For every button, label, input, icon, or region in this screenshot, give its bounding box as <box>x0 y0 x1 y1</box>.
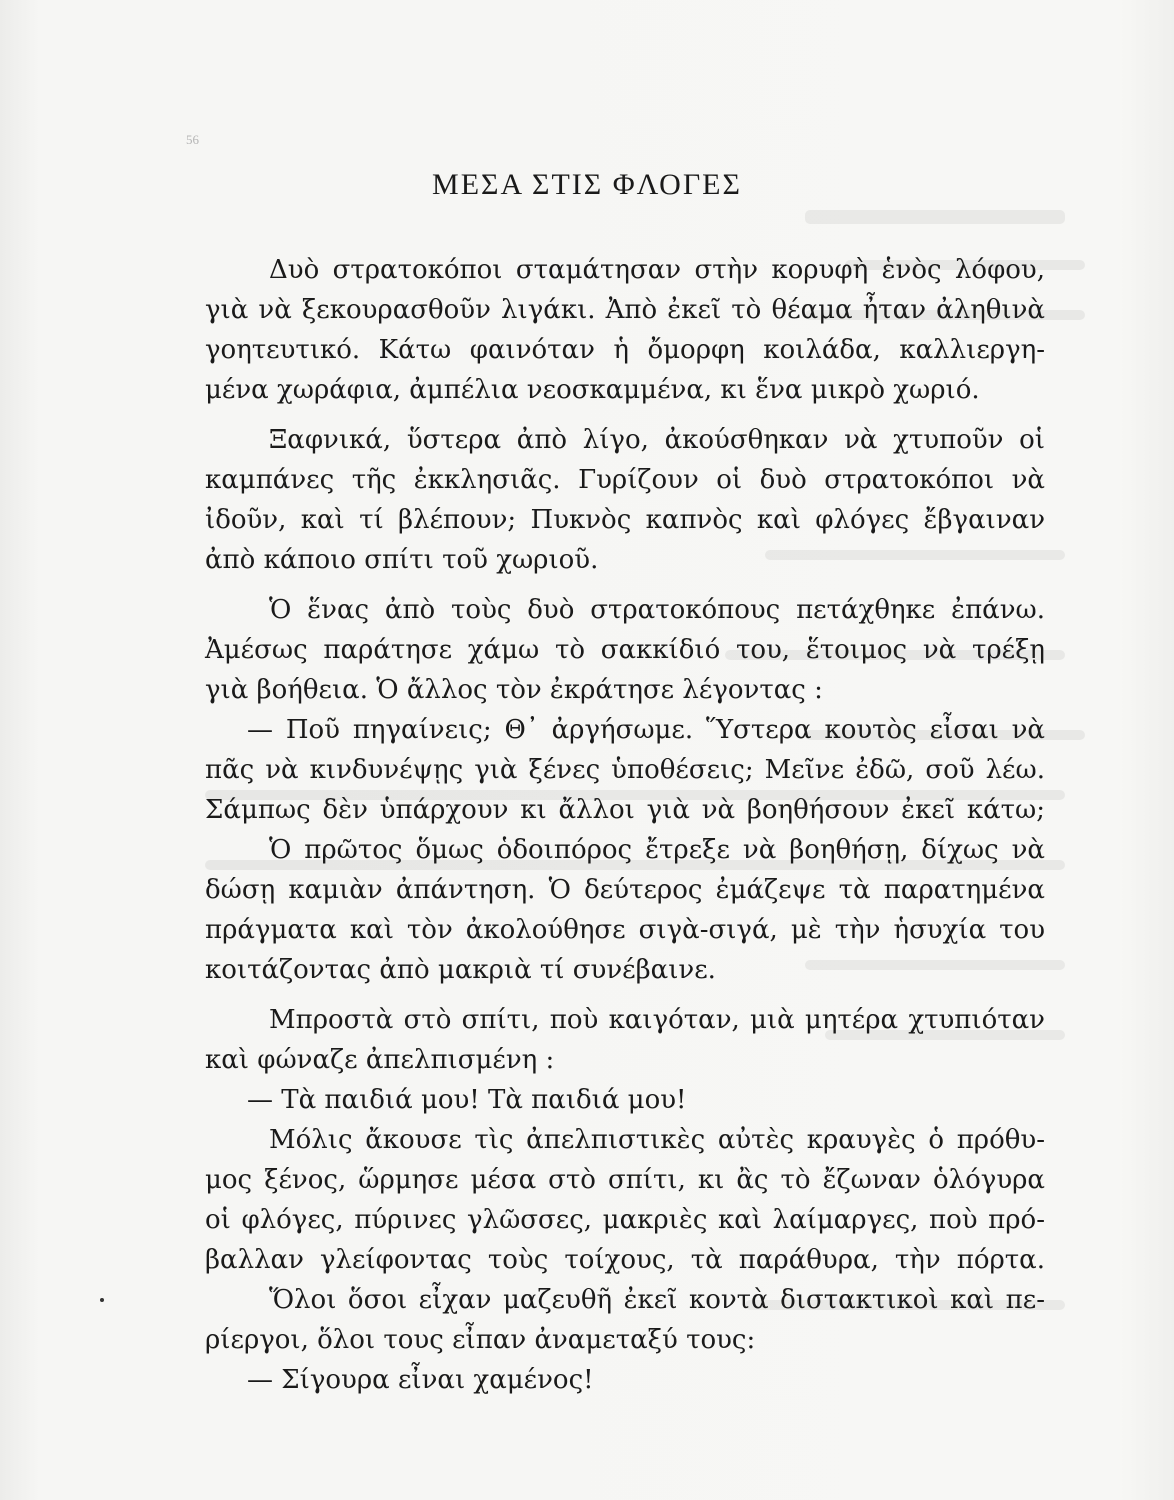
page-number: 56 <box>186 132 199 147</box>
text-line: Ὁ πρῶτος ὅμως ὁδοιπόρος ἔτρεξε νὰ βοηθήσῃ, δίχως νὰ <box>269 835 1045 865</box>
body-text <box>205 250 1045 1400</box>
text-line: καὶ φώναζε ἀπελπισμένη : <box>205 1045 555 1075</box>
text-line: ἀπὸ κάποιο σπίτι τοῦ χωριοῦ. <box>205 545 599 575</box>
chapter-title: ΜΕΣΑ ΣΤΙΣ ΦΛΟΓΕΣ <box>432 168 742 201</box>
text-line: — Σίγουρα εἶναι χαμένος! <box>247 1365 594 1395</box>
ink-speck <box>100 1298 104 1302</box>
text-line: Ξαφνικά, ὕστερα ἀπὸ λίγο, ἀκούσθηκαν νὰ χτυποῦν οἱ <box>269 425 1045 455</box>
text-line: γιὰ βοήθεια. Ὁ ἄλλος τὸν ἐκράτησε λέγοντας : <box>205 675 823 705</box>
text-line: — Τὰ παιδιά μου! Τὰ παιδιά μου! <box>247 1085 687 1115</box>
text-line: οἱ φλόγες, πύρινες γλῶσσες, μακριὲς καὶ λαίμαργες, ποὺ πρό- <box>205 1205 1045 1235</box>
text-line: βαλλαν γλείφοντας τοὺς τοίχους, τὰ παράθυρα, τὴν πόρτα. <box>205 1245 1045 1275</box>
text-line: — Ποῦ πηγαίνεις; Θ᾽ ἀργήσωμε. Ὕστερα κουτὸς εἶσαι νὰ <box>247 715 1045 745</box>
text-line: Ἀμέσως παράτησε χάμω τὸ σακκίδιό του, ἕτοιμος νὰ τρέξῃ <box>205 635 1045 665</box>
text-line: Δυὸ στρατοκόποι σταμάτησαν στὴν κορυφὴ ἑνὸς λόφου, <box>269 255 1045 285</box>
text-line: Μόλις ἄκουσε τὶς ἀπελπιστικὲς αὐτὲς κραυγὲς ὁ πρόθυ- <box>269 1125 1045 1155</box>
text-line: καμπάνες τῆς ἐκκλησιᾶς. Γυρίζουν οἱ δυὸ στρατοκόποι νὰ <box>205 465 1045 495</box>
text-line: πράγματα καὶ τὸν ἀκολούθησε σιγὰ-σιγά, μὲ τὴν ἡσυχία του <box>205 915 1045 945</box>
text-line: κοιτάζοντας ἀπὸ μακριὰ τί συνέβαινε. <box>205 955 716 985</box>
text-line: Σάμπως δὲν ὑπάρχουν κι ἄλλοι γιὰ νὰ βοηθήσουν ἐκεῖ κάτω; <box>205 795 1045 825</box>
text-line: μος ξένος, ὥρμησε μέσα στὸ σπίτι, κι ἂς τὸ ἔζωναν ὁλόγυρα <box>205 1165 1045 1195</box>
text-line: πᾶς νὰ κινδυνέψῃς γιὰ ξένες ὑποθέσεις; Μεῖνε ἐδῶ, σοῦ λέω. <box>205 755 1045 785</box>
text-line: μένα χωράφια, ἀμπέλια νεοσκαμμένα, κι ἕνα μικρὸ χωριό. <box>205 375 980 405</box>
text-line: Μπροστὰ στὸ σπίτι, ποὺ καιγόταν, μιὰ μητέρα χτυπιόταν <box>269 1005 1045 1035</box>
text-line: Ὁ ἕνας ἀπὸ τοὺς δυὸ στρατοκόπους πετάχθηκε ἐπάνω. <box>269 595 1045 625</box>
text-line: ἰδοῦν, καὶ τί βλέπουν; Πυκνὸς καπνὸς καὶ φλόγες ἔβγαιναν <box>205 505 1045 535</box>
text-line: δώσῃ καμιὰν ἀπάντηση. Ὁ δεύτερος ἐμάζεψε τὰ παρατημένα <box>205 875 1045 905</box>
text-line: Ὅλοι ὅσοι εἶχαν μαζευθῆ ἐκεῖ κοντὰ διστακτικοὶ καὶ πε- <box>269 1285 1045 1315</box>
text-line: γοητευτικό. Κάτω φαινόταν ἡ ὄμορφη κοιλάδα, καλλιεργη- <box>205 335 1045 365</box>
text-line: γιὰ νὰ ξεκουρασθοῦν λιγάκι. Ἀπὸ ἐκεῖ τὸ θέαμα ἦταν ἀληθινὰ <box>205 295 1045 325</box>
text-line: ρίεργοι, ὅλοι τους εἶπαν ἀναμεταξύ τους: <box>205 1325 756 1355</box>
